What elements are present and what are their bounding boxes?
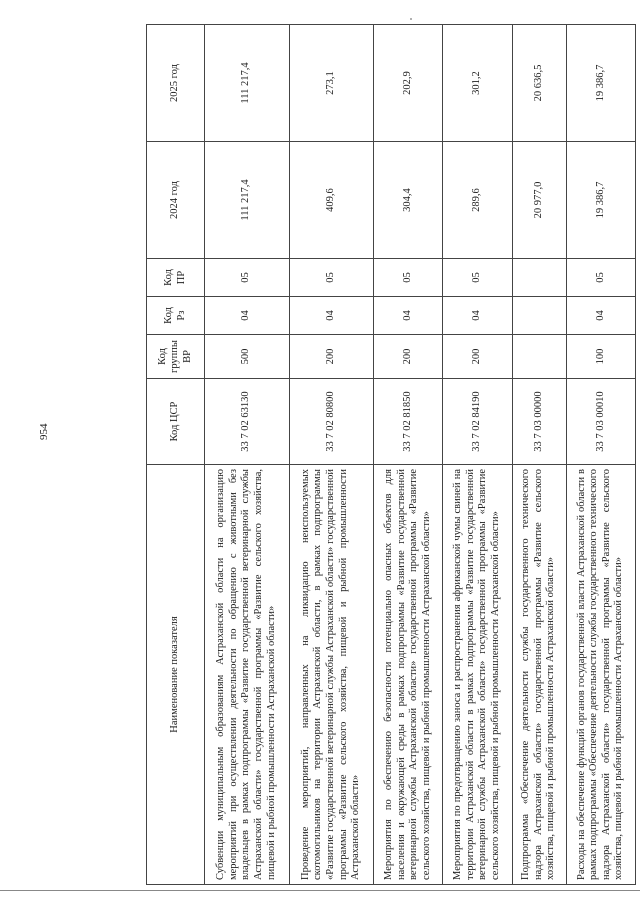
row-rz: 04 <box>289 297 374 335</box>
scan-speck <box>410 18 412 20</box>
header-csr: Код ЦСР <box>147 379 205 465</box>
row-vr: 200 <box>289 335 374 379</box>
row-pr: 05 <box>374 259 443 297</box>
row-csr: 33 7 02 80800 <box>289 379 374 465</box>
row-pr: 05 <box>443 259 512 297</box>
row-name: Мероприятия по обеспечению безопасности потенциально опасных объектов для населения и окружающей среды в рамках подпрограммы «Развитие государственной ветеринарной службы Астраханской области» государственной программы «Развитие сельского хозяйства, пищевой и рыбной промышленности Астраханской области» <box>374 465 443 885</box>
header-pr: Код ПР <box>147 259 205 297</box>
header-name: Наименование показателя <box>147 465 205 885</box>
row-2025: 111 217,4 <box>205 25 290 142</box>
row-csr: 33 7 03 00000 <box>512 379 566 465</box>
row-2024: 20 977,0 <box>512 142 566 259</box>
row-csr: 33 7 03 00010 <box>566 379 635 465</box>
row-csr: 33 7 02 84190 <box>443 379 512 465</box>
row-2024: 289,6 <box>443 142 512 259</box>
row-2025: 273,1 <box>289 25 374 142</box>
row-2024: 111 217,4 <box>205 142 290 259</box>
row-2025: 202,9 <box>374 25 443 142</box>
row-2025: 19 386,7 <box>566 25 635 142</box>
table-row <box>205 25 290 885</box>
row-name: Проведение мероприятий, направленных на ликвидацию неиспользуемых скотомогильников на территории Астраханской области, в рамках подпрограммы «Развитие государственной ветеринарной службы Астраханской области» государственной программы «Развитие сельского хозяйства, пищевой и рыбной промышленности Астраханской области» <box>289 465 374 885</box>
row-2024: 304,4 <box>374 142 443 259</box>
table-row <box>289 25 374 885</box>
row-csr: 33 7 02 63130 <box>205 379 290 465</box>
header-rz: Код Рз <box>147 297 205 335</box>
table-header-row <box>147 25 205 885</box>
row-vr: 100 <box>566 335 635 379</box>
row-2024: 409,6 <box>289 142 374 259</box>
scan-edge-line <box>0 890 640 891</box>
row-vr: 500 <box>205 335 290 379</box>
row-vr <box>512 335 566 379</box>
header-2025: 2025 год <box>147 25 205 142</box>
row-name: Субвенции муниципальным образованиям Астраханской области на организацию мероприятий при осуществлении деятельности по обращению с животными без владельцев в рамках подпрограммы «Развитие государственной ветеринарной службы Астраханской области» государственной программы «Развитие сельского хозяйства, пищевой и рыбной промышленности Астраханской области» <box>205 465 290 885</box>
row-vr: 200 <box>443 335 512 379</box>
row-2025: 301,2 <box>443 25 512 142</box>
row-rz: 04 <box>205 297 290 335</box>
header-vr: Код группы ВР <box>147 335 205 379</box>
row-vr: 200 <box>374 335 443 379</box>
row-pr: 05 <box>566 259 635 297</box>
budget-table <box>146 24 636 885</box>
row-rz <box>512 297 566 335</box>
table-row <box>374 25 443 885</box>
row-csr: 33 7 02 81850 <box>374 379 443 465</box>
row-rz: 04 <box>566 297 635 335</box>
row-name: Подпрограмма «Обеспечение деятельности службы государственного технического надзора Астраханской области» государственной программы «Развитие сельского хозяйства, пищевой и рыбной промышленности Астраханской области» <box>512 465 566 885</box>
page-number: 954 <box>38 423 50 440</box>
table-row <box>443 25 512 885</box>
row-name: Мероприятия по предотвращению заноса и распространения африканской чумы свиней на территории Астраханской области в рамках подпрограммы «Развитие государственной ветеринарной службы Астраханской области» государственной программы «Развитие сельского хозяйства, пищевой и рыбной промышленности Астраханской области» <box>443 465 512 885</box>
table-row <box>566 25 635 885</box>
row-2025: 20 636,5 <box>512 25 566 142</box>
header-2024: 2024 год <box>147 142 205 259</box>
row-pr: 05 <box>205 259 290 297</box>
row-2024: 19 386,7 <box>566 142 635 259</box>
row-name: Расходы на обеспечение функций органов государственной власти Астраханской области в рамках подпрограммы «Обеспечение деятельности службы государственного технического надзора Астраханской области» государственной программы «Развитие сельского хозяйства, пищевой и рыбной промышленности Астраханской области» <box>566 465 635 885</box>
row-rz: 04 <box>443 297 512 335</box>
rotated-table-container <box>146 25 636 885</box>
row-rz: 04 <box>374 297 443 335</box>
row-pr <box>512 259 566 297</box>
table-row <box>512 25 566 885</box>
row-pr: 05 <box>289 259 374 297</box>
